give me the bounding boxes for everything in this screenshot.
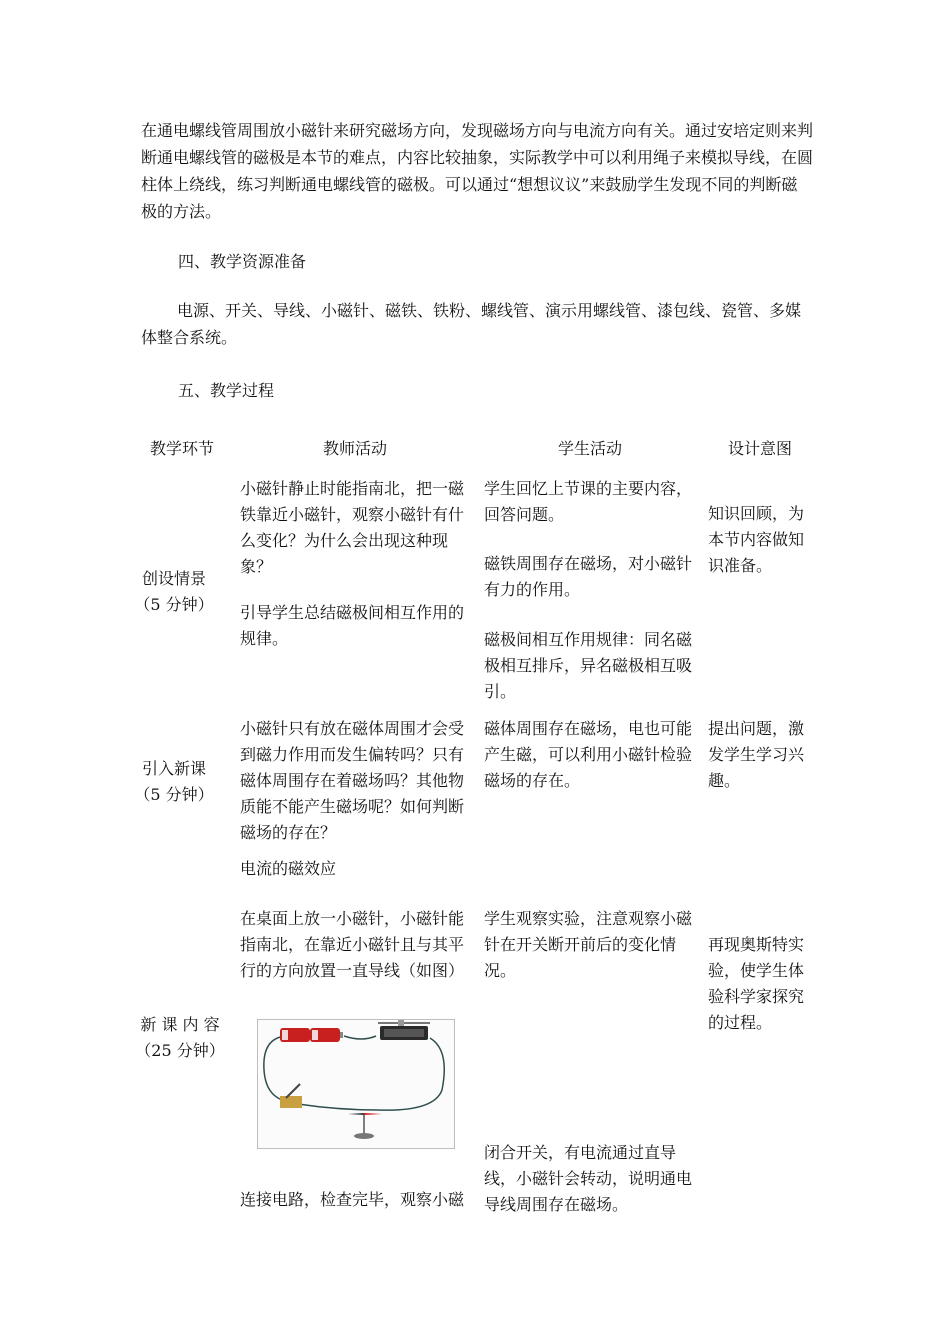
table-header-intent: 设计意图 bbox=[727, 439, 792, 458]
table-row-2-student: 磁体周围存在磁场，电也可能产生磁，可以利用小磁针检验磁场的存在。 bbox=[484, 719, 693, 790]
stage-label: 新 课 内 容 bbox=[140, 1015, 220, 1034]
table-header-teacher: 教师活动 bbox=[322, 439, 387, 458]
circuit-illustration bbox=[258, 1020, 454, 1148]
table-row-3-teacher-3: 连接电路，检查完毕，观察小磁 bbox=[240, 1190, 465, 1209]
table-header-student: 学生活动 bbox=[557, 439, 622, 458]
stage-duration: （5 分钟） bbox=[134, 595, 214, 614]
table-row-1-intent: 知识回顾，为本节内容做知识准备。 bbox=[708, 504, 805, 575]
table-row-3-stage bbox=[132, 1012, 228, 1064]
table-row-1-teacher-2: 引导学生总结磁极间相互作用的规律。 bbox=[240, 603, 465, 648]
table-row-3-teacher-1: 电流的磁效应 bbox=[240, 859, 337, 878]
table-row-3-student-2: 闭合开关，有电流通过直导线，小磁针会转动，说明通电导线周围存在磁场。 bbox=[484, 1143, 693, 1214]
table-row-3-intent: 再现奥斯特实验，使学生体验科学家探究的过程。 bbox=[708, 935, 805, 1032]
section-heading-resources: 四、教学资源准备 bbox=[178, 252, 307, 271]
table-row-1-student-3: 磁极间相互作用规律：同名磁极相互排斥，异名磁极相互吸引。 bbox=[484, 630, 693, 701]
table-row-1-student-1: 学生回忆上节课的主要内容，回答问题。 bbox=[484, 479, 693, 524]
table-row-2-teacher: 小磁针只有放在磁体周围才会受到磁力作用而发生偏转吗？只有磁体周围存在着磁场吗？其他物质能不能产生磁场呢？如何判断磁场的存在？ bbox=[240, 719, 465, 842]
table-header-stage: 教学环节 bbox=[149, 439, 214, 458]
table-row-3-student-1: 学生观察实验，注意观察小磁针在开关断开前后的变化情况。 bbox=[484, 909, 693, 980]
battery-icon bbox=[280, 1028, 343, 1042]
wire-right-bottom bbox=[298, 1038, 444, 1110]
stage-duration: （25 分钟） bbox=[135, 1041, 225, 1060]
resources-paragraph: 电源、开关、导线、小磁针、磁铁、铁粉、螺线管、演示用螺线管、漆包线、瓷管、多媒体整合系统。 bbox=[141, 301, 802, 347]
table-row-2-intent: 提出问题，激发学生学习兴趣。 bbox=[708, 719, 805, 790]
table-row-2-stage bbox=[132, 756, 216, 808]
rheostat-icon bbox=[378, 1020, 430, 1040]
table-row-1-teacher-1: 小磁针静止时能指南北，把一磁铁靠近小磁针，观察小磁针有什么变化？为什么会出现这种现象？ bbox=[240, 479, 465, 576]
stage-label: 创设情景 bbox=[141, 569, 206, 588]
switch-icon bbox=[280, 1084, 302, 1108]
section-heading-process: 五、教学过程 bbox=[178, 381, 275, 400]
table-row-3-teacher-2: 在桌面上放一小磁针，小磁针能指南北，在靠近小磁针且与其平行的方向放置一直导线（如图） bbox=[240, 909, 465, 980]
wire-left bbox=[264, 1036, 292, 1102]
intro-paragraph: 在通电螺线管周围放小磁针来研究磁场方向，发现磁场方向与电流方向有关。通过安培定则来判断通电螺线管的磁极是本节的难点，内容比较抽象，实际教学中可以利用绳子来模拟导线，在圆柱体上绕线，练习判断通电螺线管的磁极。可以通过“想想议议”来鼓励学生发现不同的判断磁极的方法。 bbox=[141, 121, 814, 221]
stage-duration: （5 分钟） bbox=[134, 785, 214, 804]
wire-top bbox=[344, 1036, 376, 1039]
oersted-experiment-image bbox=[257, 1019, 455, 1149]
stage-label: 引入新课 bbox=[141, 759, 206, 778]
table-row-1-student-2: 磁铁周围存在磁场，对小磁针有力的作用。 bbox=[484, 554, 693, 599]
compass-needle-icon bbox=[348, 1113, 382, 1139]
table-row-1-stage bbox=[132, 566, 216, 618]
